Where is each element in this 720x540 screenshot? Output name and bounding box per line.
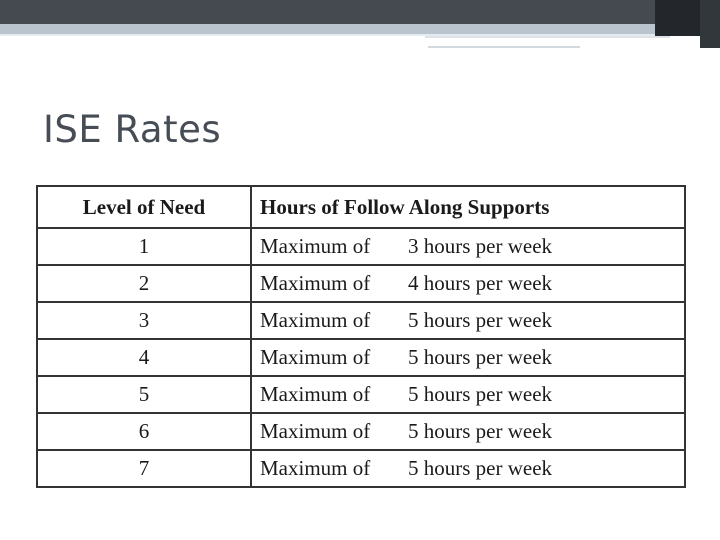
hours-cell	[251, 413, 685, 450]
table-row	[37, 339, 685, 376]
decorative-line-1	[425, 36, 670, 38]
hours-value: 5 hours per week	[408, 456, 553, 480]
table-row	[37, 265, 685, 302]
hours-prefix: Maximum of	[260, 308, 371, 332]
level-cell: 2	[37, 265, 251, 302]
table-row	[37, 413, 685, 450]
level-cell: 6	[37, 413, 251, 450]
header-corner-block	[655, 0, 700, 36]
hours-prefix: Maximum of	[260, 345, 371, 369]
hours-value: 5 hours per week	[408, 419, 553, 443]
hours-cell	[251, 302, 685, 339]
hours-cell	[251, 376, 685, 413]
hours-value: 5 hours per week	[408, 345, 553, 369]
hours-cell	[251, 450, 685, 487]
level-cell: 1	[37, 228, 251, 265]
level-cell: 5	[37, 376, 251, 413]
hours-prefix: Maximum of	[260, 419, 371, 443]
header-level-of-need: Level of Need	[37, 186, 251, 228]
table-row	[37, 376, 685, 413]
level-cell: 3	[37, 302, 251, 339]
hours-prefix: Maximum of	[260, 271, 371, 295]
table-row	[37, 228, 685, 265]
hours-prefix: Maximum of	[260, 382, 371, 406]
header-band	[0, 0, 720, 24]
header-corner-edge	[700, 0, 720, 48]
level-cell: 4	[37, 339, 251, 376]
table-row	[37, 302, 685, 339]
table-header-row	[37, 186, 685, 228]
ise-rates-table	[36, 185, 686, 488]
hours-value: 5 hours per week	[408, 308, 553, 332]
hours-value: 5 hours per week	[408, 382, 553, 406]
hours-prefix: Maximum of	[260, 234, 371, 258]
table-row	[37, 450, 685, 487]
header-accent-band	[0, 24, 655, 34]
slide-title: ISE Rates	[43, 108, 222, 151]
level-cell: 7	[37, 450, 251, 487]
hours-value: 3 hours per week	[408, 234, 553, 258]
hours-value: 4 hours per week	[408, 271, 553, 295]
hours-cell	[251, 228, 685, 265]
hours-cell	[251, 265, 685, 302]
header-hours-supports: Hours of Follow Along Supports	[251, 186, 685, 228]
hours-prefix: Maximum of	[260, 456, 371, 480]
decorative-line-2	[428, 46, 580, 48]
hours-cell	[251, 339, 685, 376]
